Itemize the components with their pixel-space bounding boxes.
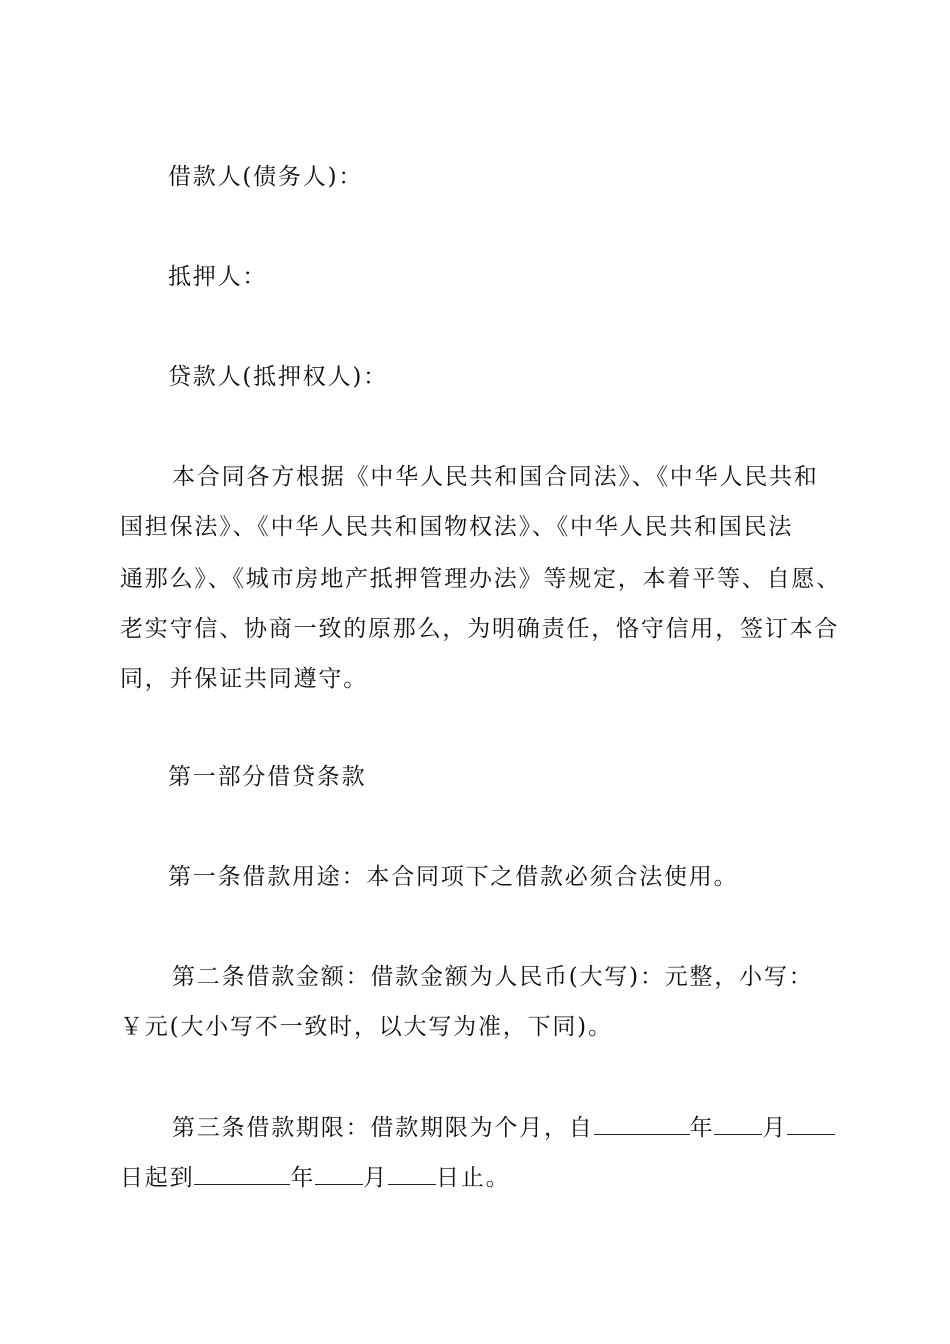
month-blank[interactable] [315, 1162, 363, 1185]
section-heading: 第一部分借贷条款 [168, 764, 367, 790]
month-label: 月 [363, 1165, 389, 1191]
article-2-line: ￥元(大小写不一致时，以大写为准，下同)。 [120, 1014, 613, 1040]
preamble-line: 同，并保证共同遵守。 [120, 666, 368, 692]
mortgagor-label: 抵押人： [168, 264, 268, 290]
article-3-text: 日起到 [120, 1165, 195, 1191]
year-label: 年 [689, 1115, 715, 1141]
preamble-line: 老实守信、协商一致的原那么，为明确责任，恪守信用，签订本合 [120, 616, 840, 642]
article-3-line [172, 1112, 840, 1143]
article-3-line [120, 1162, 840, 1193]
preamble-line: 本合同各方根据《中华人民共和国合同法》、《中华人民共和 [172, 464, 819, 490]
end-text: 日止。 [436, 1165, 511, 1191]
day-blank[interactable] [388, 1162, 436, 1185]
month-blank[interactable] [714, 1112, 762, 1135]
article-1: 第一条借款用途：本合同项下之借款必须合法使用。 [168, 864, 739, 890]
year-blank[interactable] [594, 1112, 690, 1135]
borrower-label: 借款人(债务人)： [168, 164, 364, 190]
preamble-line: 通那么》、《城市房地产抵押管理办法》等规定，本着平等、自愿、 [120, 566, 841, 592]
month-label: 月 [762, 1115, 788, 1141]
preamble-line: 国担保法》、《中华人民共和国物权法》、《中华人民共和国民法 [120, 514, 794, 540]
year-label: 年 [290, 1165, 316, 1191]
article-3-text: 第三条借款期限：借款期限为个月，自 [172, 1115, 594, 1141]
year-blank[interactable] [194, 1162, 290, 1185]
lender-label: 贷款人(抵押权人)： [168, 364, 388, 390]
day-blank[interactable] [787, 1112, 835, 1135]
article-2-line: 第二条借款金额：借款金额为人民币(大写)：元整，小写： [172, 964, 814, 990]
